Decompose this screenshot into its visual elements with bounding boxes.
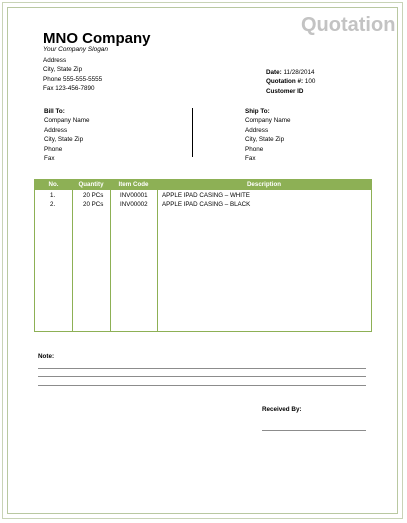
table-header [35, 180, 371, 190]
note-line [38, 368, 366, 369]
company-slogan: Your Company Slogan [43, 46, 109, 53]
bill-to-line: Address [44, 126, 68, 134]
note-line [38, 385, 366, 386]
date-value: 11/28/2014 [283, 69, 315, 76]
received-by-label: Received By: [262, 406, 302, 413]
company-address-block [43, 56, 102, 94]
header-quantity: Quantity [78, 181, 104, 188]
items-table [34, 179, 372, 332]
cell-no: 1. [50, 192, 56, 199]
ship-to-line: Company Name [245, 117, 291, 125]
ship-to-line: City, State Zip [245, 136, 285, 144]
header-no: No. [48, 181, 59, 188]
column-divider [72, 190, 73, 331]
note-label: Note: [38, 353, 55, 360]
column-divider [110, 190, 111, 331]
bill-to-block [44, 107, 90, 163]
cell-description: APPLE IPAD CASING – BLACK [162, 201, 251, 208]
note-line [38, 376, 366, 377]
header-item-code: Item Code [118, 181, 149, 188]
column-divider [157, 190, 158, 331]
signature-line [262, 430, 366, 431]
date-label: Date: [266, 69, 282, 76]
header-description: Description [246, 181, 282, 188]
cell-no: 2. [50, 201, 56, 208]
company-city: City, State Zip [43, 66, 83, 74]
bill-to-line: Phone [44, 145, 63, 153]
address-divider [192, 108, 193, 157]
quotation-number-row [266, 77, 315, 86]
quotation-number-label: Quotation #: [266, 78, 304, 86]
bill-to-line: City, State Zip [44, 136, 84, 144]
cell-item-code: INV00002 [120, 201, 148, 208]
company-name: MNO Company [43, 30, 151, 47]
date-row [266, 68, 315, 77]
quotation-number-value: 100 [304, 78, 316, 86]
ship-to-heading: Ship To: [245, 108, 270, 115]
cell-quantity: 20 PCs [83, 201, 104, 208]
cell-quantity: 20 PCs [83, 192, 104, 199]
bill-to-line: Company Name [44, 117, 90, 125]
customer-id-label: Customer ID [266, 87, 304, 95]
ship-to-block [245, 107, 291, 163]
ship-to-line: Phone [245, 145, 264, 153]
bill-to-heading: Bill To: [44, 108, 65, 115]
company-fax: Fax 123-456-7890 [43, 85, 95, 93]
cell-item-code: INV00001 [120, 192, 148, 199]
document-title: Quotation [301, 14, 396, 36]
bill-to-line: Fax [44, 155, 55, 163]
quotation-meta [266, 68, 315, 96]
ship-to-line: Address [245, 126, 269, 134]
cell-description: APPLE IPAD CASING – WHITE [162, 192, 250, 199]
company-address: Address [43, 57, 67, 64]
company-phone: Phone 555-555-5555 [43, 75, 103, 83]
ship-to-line: Fax [245, 155, 256, 163]
